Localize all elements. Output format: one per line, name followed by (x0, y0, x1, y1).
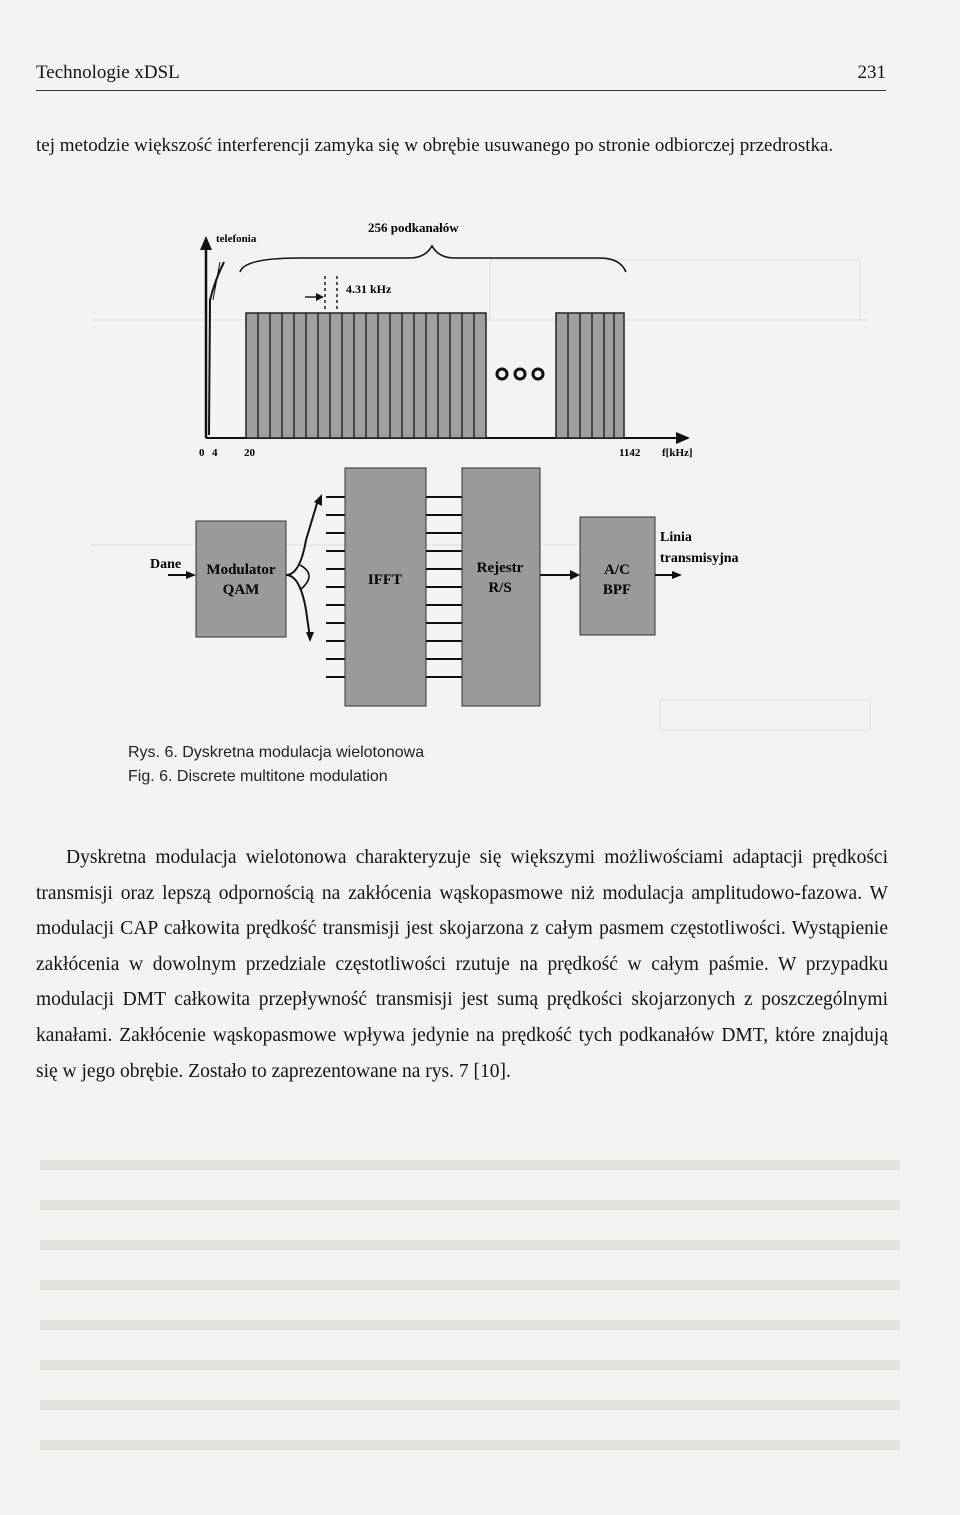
modulator-label-2: QAM (222, 582, 260, 598)
running-title: Technologie xDSL (36, 62, 180, 83)
body-paragraph: Dyskretna modulacja wielotonowa charakteryzuje się większymi możliwościami adaptacji prędkości transmisji oraz lepszą odpornością na zakłócenia wąskopasmowe niż modulacja amplitudowo-fazowa. W modulacji CAP całkowita prędkość transmisji jest skojarzona z całym pasmem częstotliwości. Wystąpienie zakłócenia w dowolnym przedziale częstotliwości rzutuje na prędkość w całym paśmie. W przypadku modulacji DMT całkowita przepływność transmisji jest sumą prędkości skojarzonych z poszczególnymi kanałami. Zakłócenie wąskopasmowe wpływa jedynie na prędkość tych podkanałów DMT, które znajdują się w jego obrębie. Zostało to zaprezentowane na rys. 7 [10]. (36, 847, 888, 1082)
page-number: 231 (857, 62, 886, 83)
telephone-pointer (213, 262, 220, 300)
converter-label-2: BPF (602, 582, 632, 598)
register-label-2: R/S (488, 580, 512, 596)
ifft-label: IFFT (367, 572, 403, 588)
telephone-band (209, 262, 224, 435)
ifft-input-lines (326, 497, 345, 677)
subchannels-group-1 (246, 313, 486, 438)
modulator-label-1: Modulator (206, 562, 276, 578)
x-axis-label: f[kHz] (662, 447, 693, 459)
output-label-1: Linia (660, 530, 692, 545)
intro-paragraph: tej metodzie większość interferencji zamyka się w obrębie usuwanego po stronie odbiorczej przedrostka. (36, 135, 834, 156)
input-label: Dane (150, 557, 182, 572)
input-arrowhead (186, 571, 196, 579)
fanout-arrow-up (314, 494, 322, 506)
subchannels-group-2 (556, 313, 624, 438)
channels-brace (240, 246, 626, 272)
figure-caption-pl: Rys. 6. Dyskretna modulacja wielotonowa (128, 744, 425, 761)
fanout-arrow-down (306, 632, 314, 642)
y-axis-arrow (200, 236, 212, 250)
spacing-arrowhead (316, 293, 324, 301)
modulator-block (196, 521, 286, 637)
output-label-2: transmisyjna (660, 551, 739, 566)
telephone-label: telefonia (216, 233, 257, 245)
tick-1142: 1142 (619, 447, 641, 459)
spacing-label: 4.31 kHz (346, 282, 392, 296)
block-diagram (150, 468, 739, 706)
tick-0: 0 (199, 447, 205, 459)
ifft-output-lines (426, 497, 462, 677)
fanout-bracket (300, 565, 309, 590)
register-label-1: Rejestr (476, 560, 524, 576)
figure-caption-en: Fig. 6. Discrete multitone modulation (128, 768, 388, 785)
converter-arrowhead (570, 570, 580, 580)
tick-4: 4 (212, 447, 218, 459)
more-channels-dots (497, 369, 543, 379)
output-arrowhead (672, 571, 682, 579)
channels-label: 256 podkanałów (368, 220, 459, 235)
fanout-upper (286, 500, 318, 575)
spectrum-plot (199, 220, 693, 459)
tick-20: 20 (244, 447, 255, 459)
converter-label-1: A/C (604, 562, 630, 578)
x-axis-arrow (676, 432, 690, 444)
